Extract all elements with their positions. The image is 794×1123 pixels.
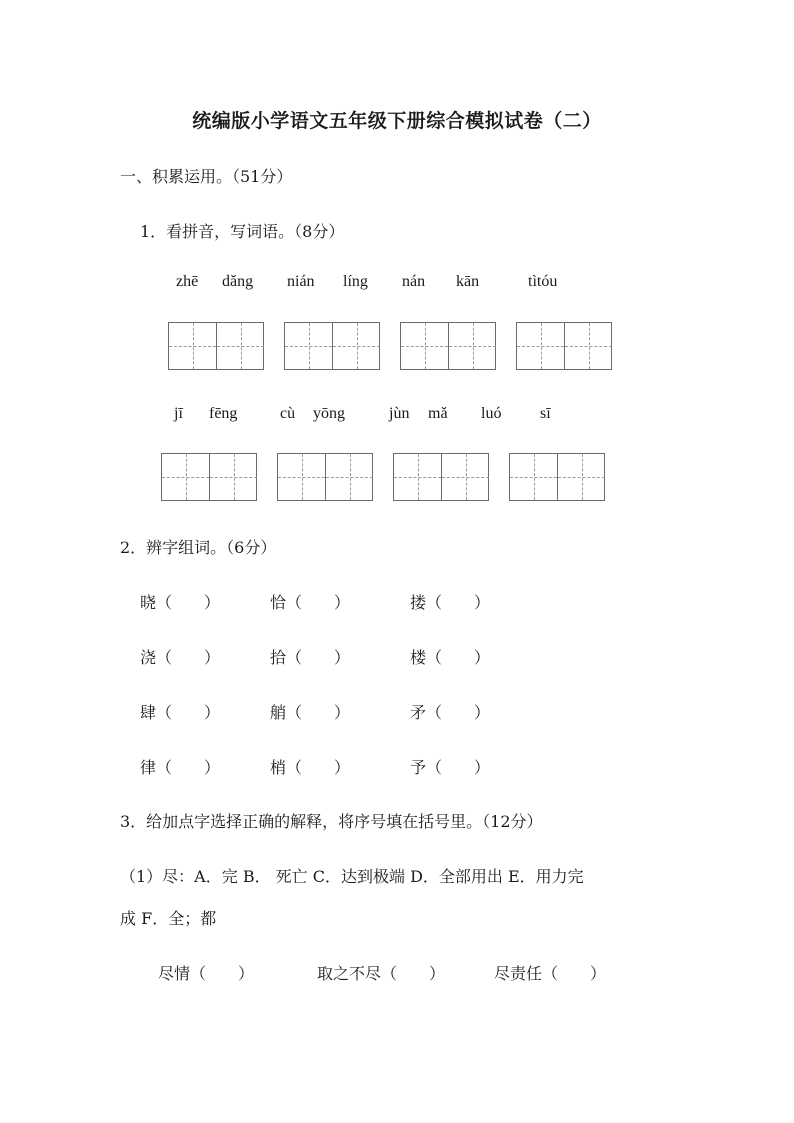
- tianzige-box[interactable]: [168, 322, 264, 370]
- word-item[interactable]: 予（ ）: [410, 758, 491, 777]
- question-1-heading: 1．看拼音，写词语。（8分）: [140, 222, 345, 241]
- pinyin: luó: [481, 405, 502, 422]
- tianzige-box[interactable]: [516, 322, 612, 370]
- word-item[interactable]: 肆（ ）: [140, 703, 221, 722]
- pinyin: nán: [402, 273, 426, 290]
- pinyin: sī: [540, 405, 551, 422]
- pinyin: jùn: [389, 405, 410, 422]
- word-item[interactable]: 矛（ ）: [410, 703, 491, 722]
- question-2-heading: 2．辨字组词。（6分）: [120, 538, 277, 557]
- pinyin: zhē: [176, 273, 199, 290]
- tianzige-box[interactable]: [277, 453, 373, 501]
- tianzige-box[interactable]: [509, 453, 605, 501]
- section-1-heading: 一、积累运用。（51分）: [120, 167, 293, 186]
- answer-item[interactable]: 尽情（ ）: [158, 964, 255, 983]
- pinyin: cù: [280, 405, 296, 422]
- word-item[interactable]: 搂（ ）: [410, 593, 491, 612]
- word-item[interactable]: 拾（ ）: [270, 648, 351, 667]
- word-item[interactable]: 艄（ ）: [270, 703, 351, 722]
- word-item[interactable]: 梢（ ）: [270, 758, 351, 777]
- tianzige-box[interactable]: [393, 453, 489, 501]
- pinyin: nián: [287, 273, 315, 290]
- tianzige-box[interactable]: [284, 322, 380, 370]
- pinyin: kān: [456, 273, 480, 290]
- pinyin: yōng: [313, 405, 345, 422]
- answer-item[interactable]: 取之不尽（ ）: [317, 964, 446, 983]
- word-item[interactable]: 律（ ）: [140, 758, 221, 777]
- word-item[interactable]: 晓（ ）: [140, 593, 221, 612]
- pinyin: jī: [174, 405, 183, 422]
- pinyin-row-2: [0, 405, 794, 425]
- pinyin: mǎ: [428, 405, 448, 422]
- pinyin: fēng: [209, 405, 238, 422]
- word-item[interactable]: 浇（ ）: [140, 648, 221, 667]
- pinyin: dǎng: [222, 273, 254, 290]
- pinyin: líng: [343, 273, 368, 290]
- answer-item[interactable]: 尽责任（ ）: [494, 964, 607, 983]
- word-item[interactable]: 楼（ ）: [410, 648, 491, 667]
- pinyin-row-1: [0, 273, 794, 293]
- pinyin: tìtóu: [528, 273, 558, 290]
- question-3-heading: 3．给加点字选择正确的解释，将序号填在括号里。（12分）: [120, 812, 543, 831]
- page-title: 统编版小学语文五年级下册综合模拟试卷（二）: [192, 110, 602, 132]
- tianzige-box[interactable]: [161, 453, 257, 501]
- word-item[interactable]: 恰（ ）: [270, 593, 351, 612]
- question-3-item-1-options: （1）尽：A．完 B． 死亡 C．达到极端 D．全部用出 E．用力完: [120, 867, 584, 886]
- tianzige-box[interactable]: [400, 322, 496, 370]
- question-3-item-1-options-cont: 成 F．全；都: [120, 909, 217, 928]
